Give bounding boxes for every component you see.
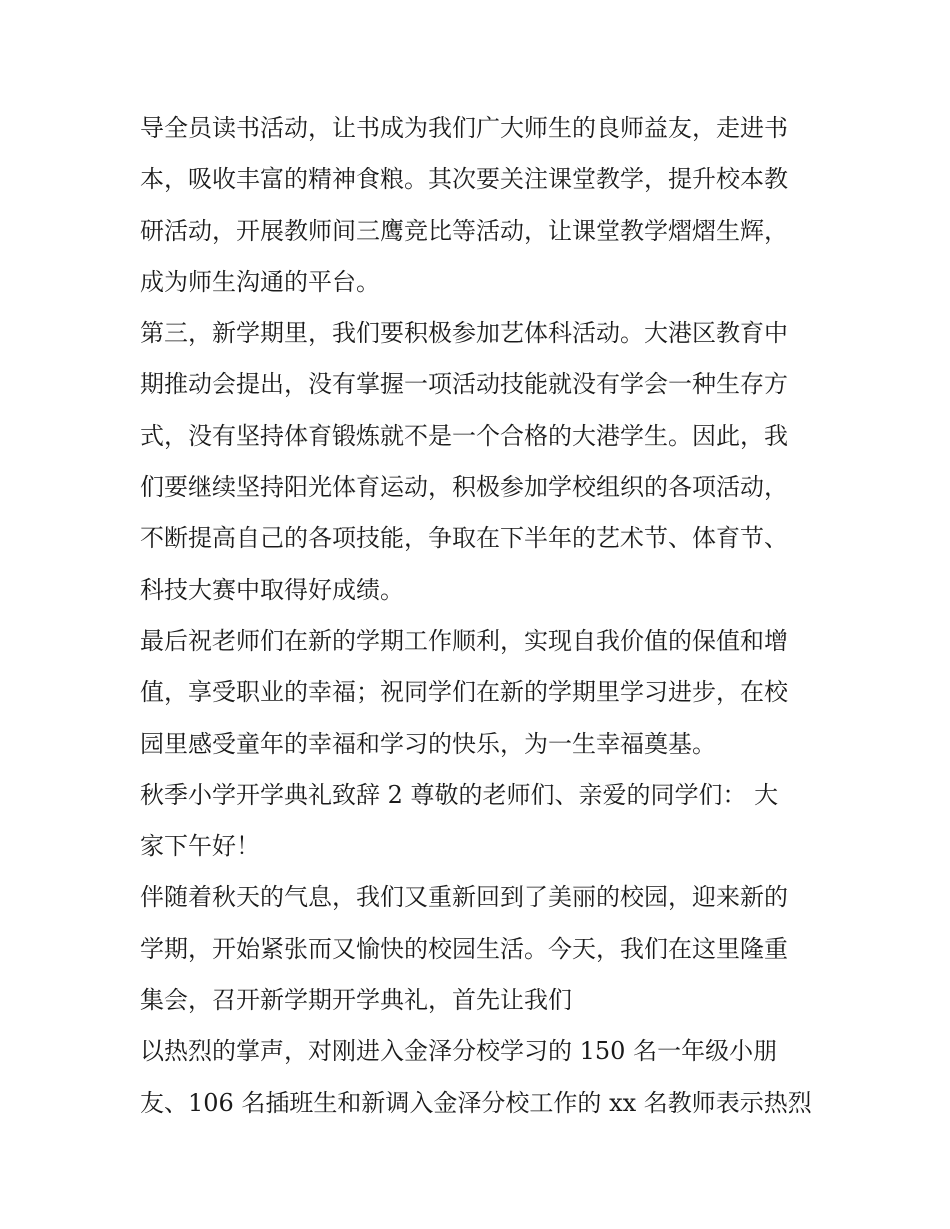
text-line: 最后祝老师们在新的学期工作顺利，实现自我价值的保值和增 xyxy=(140,626,788,655)
text-line: 导全员读书活动，让书成为我们广大师生的良师益友，走进书 xyxy=(140,114,788,142)
text-line: 第三，新学期里，我们要积极参加艺体科活动。大港区教育中 xyxy=(140,319,788,348)
text-line: 秋季小学开学典礼致辞 2 尊敬的老师们、亲爱的同学们： 大 xyxy=(140,780,779,809)
body-text xyxy=(140,108,830,1134)
text-line: 以热烈的掌声，对刚进入金泽分校学习的 150 名一年级小朋 xyxy=(140,1037,778,1066)
text-line: 式，没有坚持体育锻炼就不是一个合格的大港学生。因此，我 xyxy=(140,421,788,450)
text-line: 园里感受童年的幸福和学习的快乐，为一生幸福奠基。 xyxy=(140,729,716,758)
text-line: 成为师生沟通的平台。 xyxy=(140,267,380,296)
text-line: 伴随着秋天的气息，我们又重新回到了美丽的校园，迎来新的 xyxy=(140,883,788,912)
text-line: 不断提高自己的各项技能，争取在下半年的艺术节、体育节、 xyxy=(140,524,788,553)
text-line: 期推动会提出，没有掌握一项活动技能就没有学会一种生存方 xyxy=(140,370,788,399)
text-line: 友、106 名插班生和新调入金泽分校工作的 xx 名教师表示热烈 xyxy=(140,1088,812,1117)
text-line: 科技大赛中取得好成绩。 xyxy=(140,575,404,604)
text-line: 学期，开始紧张而又愉快的校园生活。今天，我们在这里隆重 xyxy=(140,934,788,963)
text-line: 本，吸收丰富的精神食粮。其次要关注课堂教学，提升校本教 xyxy=(140,165,788,194)
text-line: 集会，召开新学期开学典礼，首先让我们 xyxy=(140,986,572,1015)
text-line: 们要继续坚持阳光体育运动，积极参加学校组织的各项活动， xyxy=(140,473,788,502)
text-line: 研活动，开展教师间三鹰竞比等活动，让课堂教学熠熠生辉， xyxy=(140,216,788,245)
text-line: 值，享受职业的幸福；祝同学们在新的学期里学习进步，在校 xyxy=(140,678,788,707)
text-line: 家下午好！ xyxy=(140,832,260,861)
